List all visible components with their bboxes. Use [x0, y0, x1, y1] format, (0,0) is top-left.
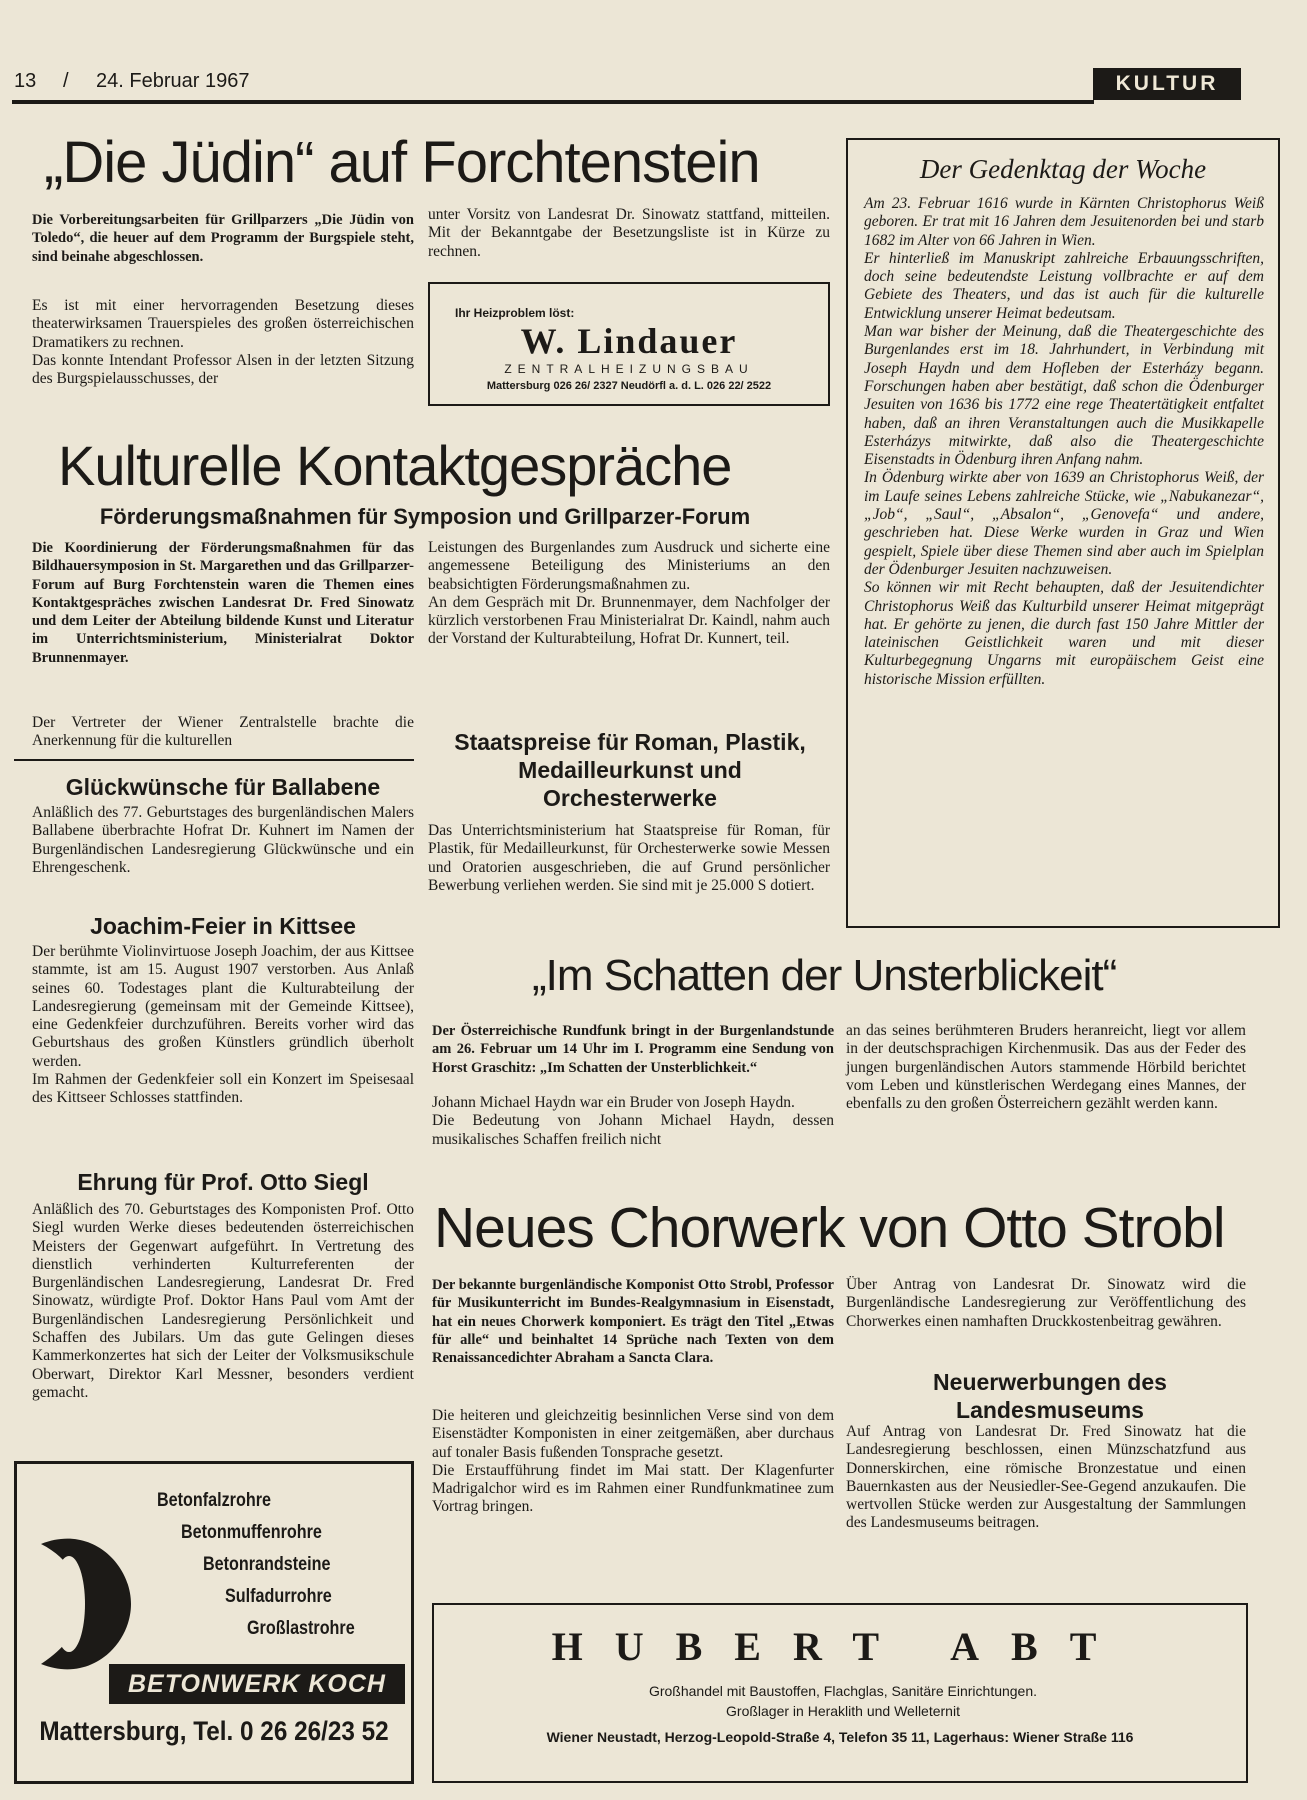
headline-staatspreise: Staatspreise für Roman, Plastik, Medailleurkunst und Orchesterwerke — [454, 729, 806, 811]
body-strobl-col1 — [432, 1407, 834, 1517]
para: Es ist mit einer hervorragenden Besetzung dieses theaterwirksamen Trauerspieles des großen österreichischen Dramatikers zu rechnen. — [32, 297, 414, 351]
para: Das konnte Intendant Professor Alsen in der letzten Sitzung des Burgspielausschusses, der — [32, 351, 414, 388]
lead-strobl: Der bekannte burgenländische Komponist Otto Strobl, Professor für Musikunterricht im Bundes-Realgymnasium in Eisenstadt, hat ein neues Chorwerk komponiert. Es trägt den Titel „Etwas für alle“ und beinhaltet 14 Sprüche nach Texten von dem Renaissancedichter Abraham a Sancta Clara. — [432, 1277, 834, 1367]
ad-betonwerk-koch — [14, 1461, 414, 1784]
body-juedin-col2: unter Vorsitz von Landesrat Dr. Sinowatz stattfand, mitteilen. Mit der Bekanntgabe der Besetzungsliste ist in Kürze zu rechnen. — [428, 206, 830, 260]
ad-lindauer-contacts: Mattersburg 026 26/ 2327 Neudörfl a. d. L. 026 22/ 2522 — [486, 380, 772, 392]
ad-koch-item: Betonrandsteine — [203, 1554, 331, 1575]
ad-abt-line2: Wiener Neustadt, Herzog-Leopold-Straße 4, Telefon 35 11, Lagerhaus: Wiener Straße 116 — [546, 1729, 1134, 1745]
page-number: 13 — [14, 70, 37, 92]
para: Man war bisher der Meinung, daß die Theatergeschichte des Burgenlandes erst im 18. Jahrhundert, in Verbindung mit Joseph Haydn und dem Hofleben der Esterházy begann. Forschungen haben aber bestätigt, daß schon die Ödenburger Jesuiten von 1636 bis 1772 eine rege Theatertätigkeit entfaltet haben, daß an ihren Veranstaltungen auch die Musikkapelle Esterházys mitwirkte, daß also die Theatergeschichte Eisenstadts in Ödenburg ihren Anfang nahm. — [864, 323, 1264, 469]
ad-lindauer — [428, 282, 830, 406]
headline-schatten: „Im Schatten der Unsterblickeit“ — [532, 951, 1117, 1000]
gedenktag-box — [846, 138, 1280, 928]
body-kontakt-col1: Der Vertreter der Wiener Zentralstelle brachte die Anerkennung für die kulturellen — [32, 714, 414, 750]
header-separator: / — [63, 70, 69, 92]
para: Leistungen des Burgenlandes zum Ausdruck und sicherte eine angemessene Beteiligung des Ministeriums an den beabsichtigten Förderungsmaßnahmen zu. — [428, 539, 830, 593]
headline-ballabene: Glückwünsche für Ballabene — [65, 774, 381, 800]
ad-lindauer-trade: ZENTRALHEIZUNGSBAU — [504, 362, 754, 376]
ad-koch-contact: Mattersburg, Tel. 0 26 26/23 52 — [39, 1716, 389, 1746]
para: Die Erstaufführung findet im Mai statt. Der Klagenfurter Madrigalchor wird es im Rahmen einer Rundfunkmatinee zum Vortrag bringen. — [432, 1461, 834, 1516]
headline-museum: Neuerwerbungen des Landesmuseums — [933, 1369, 1167, 1423]
para: Johann Michael Haydn war ein Bruder von Joseph Haydn. — [432, 1094, 795, 1111]
lead-juedin: Die Vorbereitungsarbeiten für Grillparzers „Die Jüdin von Toledo“, die heuer auf dem Programm der Burgspiele steht, sind beinahe abgeschlossen. — [32, 212, 414, 265]
ad-hubert-abt — [432, 1603, 1248, 1783]
body-ballabene: Anläßlich des 77. Geburtstages des burgenländischen Malers Ballabene überbrachte Hofrat Dr. Kuhnert im Namen der Burgenländischen Landesregierung Glückwünsche und ein Ehrengeschenk. — [32, 804, 414, 876]
lead-schatten: Der Österreichische Rundfunk bringt in der Burgenlandstunde am 26. Februar um 14 Uhr im I. Programm eine Sendung von Horst Graschitz: „Im Schatten der Unsterblichkeit.“ — [432, 1023, 834, 1076]
headline-kontakt: Kulturelle Kontaktgespräche — [58, 434, 732, 497]
ad-koch-item: Großlastrohre — [247, 1618, 355, 1639]
ad-lindauer-tagline: Ihr Heizproblem löst: — [455, 306, 575, 320]
divider — [14, 759, 414, 761]
para: Die Bedeutung von Johann Michael Haydn, dessen musikalisches Schaffen freilich nicht — [432, 1112, 834, 1148]
body-staatspreise: Das Unterrichtsministerium hat Staatspreise für Roman, für Plastik, für Medailleurkunst, für Orchesterwerke sowie Messen und Oratorien ausgeschrieben, die auf Grund persönlicher Bewerbung verliehen werden. Sie sind mit je 25.000 S dotiert. — [428, 822, 830, 894]
header-rule — [12, 100, 1094, 104]
ad-koch-item: Sulfadurrohre — [225, 1586, 332, 1607]
body-kontakt-col2 — [428, 539, 830, 649]
body-schatten-col1 — [432, 1094, 834, 1149]
body-joachim — [32, 943, 414, 1108]
body-schatten-col2: an das seines berühmteren Bruders heranreicht, liegt vor allem in der deutschsprachigen Kirchenmusik. Das aus der Feder des jungen burgenländischen Autors stammende Hörbild berichtet vom Leben und künstlerischen Werdegang eines Mannes, der ebenfalls zu den großen Österreichern gezählt werden kann. — [846, 1022, 1246, 1113]
para: In Ödenburg wirkte aber von 1639 an Christophorus Weiß, der im Laufe seines Lebens zahlreiche Stücke, wie „Nabukanezar“, „Job“, „Saul“, „Absalon“, „Genovefa“ und andere, geschrieben hat. Diese Werke wurden in Graz und Wien gespielt, Spiele über diese Themen sind aber auch im Spielplan der Ödenburger Jesuiten nachzuweisen. — [864, 469, 1264, 578]
lead-kontakt: Die Koordinierung der Förderungsmaßnahmen für das Bildhauersymposion in St. Margarethen und das Grillparzer-Forum auf Burg Forchtenstein waren die Themen eines Kontaktgespräches zwischen Landesrat Dr. Fred Sinowatz und dem Leiter der Abteilung bildende Kunst und Literatur im Unterrichtsministerium, Ministerialrat Doktor Brunnenmayer. — [32, 540, 414, 666]
ad-abt-line1: Großhandel mit Baustoffen, Flachglas, Sanitäre Einrichtungen. Großlager in Heraklith und Welleternit — [648, 1683, 1038, 1719]
para: Am 23. Februar 1616 wurde in Kärnten Christophorus Weiß geboren. Er trat mit 16 Jahren dem Jesuitenorden bei und starb 1682 im Alter von 66 Jahren in Wien. — [864, 195, 1264, 249]
ad-lindauer-name: W. Lindauer — [520, 321, 738, 361]
para: Er hinterließ im Manuskript zahlreiche Erbauungsschriften, doch seine bedeutendste Leistung vollbrachte er auf dem Gebiete des Theaters, und das ist auch für die kulturelle Entwicklung unserer Heimat bedeutsam. — [864, 249, 1264, 322]
headline-strobl: Neues Chorwerk von Otto Strobl — [434, 1196, 1225, 1260]
pipe-icon — [31, 1524, 141, 1684]
ad-koch-brand: BETONWERK KOCH — [109, 1664, 405, 1704]
para: An dem Gespräch mit Dr. Brunnenmayer, dem Nachfolger der kürzlich verstorbenen Frau Ministerialrat Dr. Kaindl, nahm auch der Vorstand der Kulturabteilung, Hofrat Dr. Kunnert, teil. — [428, 593, 830, 648]
para: Der berühmte Violinvirtuose Joseph Joachim, der aus Kittsee stammte, ist am 15. August 1907 verstorben. Aus Anlaß seines 60. Todestages plant die Kulturabteilung der Landesregierung (gemeinsam mit der Gemeinde Kittsee), eine Gedenkfeier durchzuführen. Bereits vorher wird das Geburtshaus des großen Künstlers gründlich überholt werden. — [32, 943, 414, 1070]
subhead-kontakt: Förderungsmaßnahmen für Symposion und Grillparzer-Forum — [99, 504, 751, 529]
headline-juedin: „Die Jüdin“ auf Forchtenstein — [44, 130, 760, 195]
body-juedin-col1 — [32, 297, 414, 388]
headline-siegl: Ehrung für Prof. Otto Siegl — [77, 1169, 369, 1195]
ad-koch-item: Betonfalzrohre — [157, 1490, 271, 1511]
section-label: KULTUR — [1093, 68, 1241, 100]
para: So können wir mit Recht behaupten, daß der Jesuitendichter Christophorus Weiß das Kulturbild unserer Heimat mitgeprägt hat. Er gehörte zu jenen, die durch fast 150 Jahre Mittler der lateinischen Geistlichkeit waren und mit dieser Kulturbegegnung Ungarns mit europäischem Geist eine historische Mission erfüllten. — [864, 579, 1264, 688]
ad-abt-name: HUBERT ABT — [551, 1624, 1129, 1669]
headline-joachim: Joachim-Feier in Kittsee — [90, 913, 356, 939]
body-strobl-col2: Über Antrag von Landesrat Dr. Sinowatz wird die Burgenländische Landesregierung zur Veröffentlichung des Chorwerkes einen namhaften Druckkostenbeitrag gewähren. — [846, 1276, 1246, 1330]
body-museum: Auf Antrag von Landesrat Dr. Fred Sinowatz hat die Landesregierung beschlossen, einen Münzschatzfund aus Donnerskirchen, eine römische Bronzestatue und einen Bauernkasten aus der Neusiedler-See-Gegend anzukaufen. Die wertvollen Stücke werden zur Ausgestaltung der Sammlungen des Landesmuseums beitragen. — [846, 1423, 1246, 1532]
para: Im Rahmen der Gedenkfeier soll ein Konzert im Speisesaal des Kittseer Schlosses stattfinden. — [32, 1071, 414, 1107]
gedenktag-title: Der Gedenktag der Woche — [919, 154, 1207, 184]
gedenktag-body — [864, 195, 1264, 689]
body-siegl: Anläßlich des 70. Geburtstages des Komponisten Prof. Otto Siegl wurden Werke dieses bedeutenden österreichischen Meisters der Gegenwart aufgeführt. In Vertretung des dienstlich verhinderten Kulturreferenten der Burgenländischen Landesregierung, Landesrat Dr. Fred Sinowatz, würdigte Prof. Doktor Hans Paul vom Amt der Burgenländischen Landesregierung Persönlichkeit und Schaffen des Jubilars. Um das gute Gelingen dieses Kammerkonzertes hat sich der Leiter der Volksmusikschule Oberwart, Direktor Karl Messner, besonders verdient gemacht. — [32, 1201, 414, 1401]
ad-koch-item: Betonmuffenrohre — [181, 1522, 322, 1543]
para: Die heiteren und gleichzeitig besinnlichen Verse sind von dem Eisenstädter Komponisten in einer zeitgemäßen, aber durchaus auf tonaler Basis fußenden Tonsprache gesetzt. — [432, 1407, 834, 1461]
issue-date: 24. Februar 1967 — [96, 70, 250, 92]
